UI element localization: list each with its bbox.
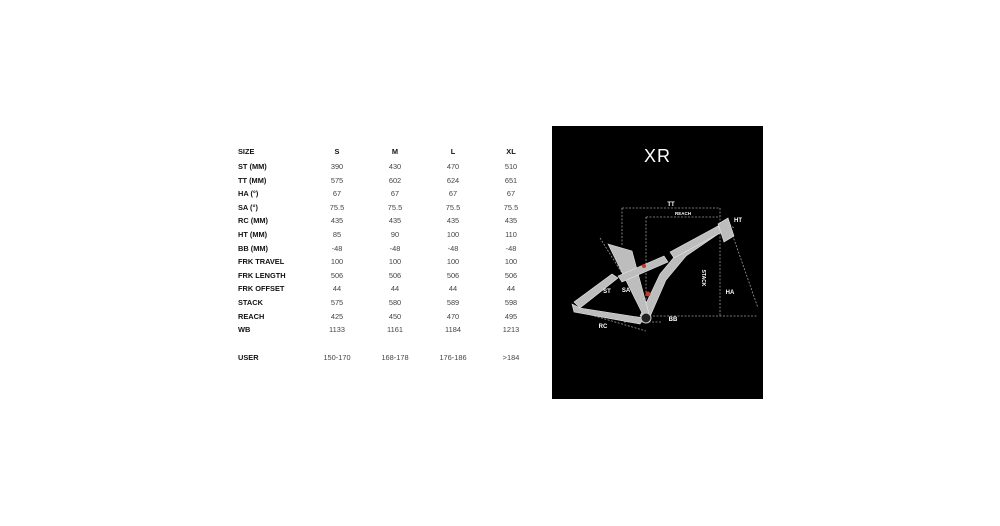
row-value: 75.5 (387, 202, 403, 212)
seat-stay (574, 274, 618, 308)
row-value: 506 (446, 270, 460, 280)
frame-geometry-diagram (552, 126, 763, 399)
table-row (232, 160, 540, 174)
row-value: 602 (388, 175, 402, 185)
row-value: 575 (330, 297, 344, 307)
row-value: 450 (388, 311, 402, 321)
geometry-table (232, 144, 540, 365)
row-value: 100 (388, 257, 402, 267)
row-value: 44 (390, 284, 400, 294)
row-value: 435 (388, 216, 402, 226)
row-value: 506 (330, 270, 344, 280)
head-tube (718, 218, 734, 242)
row-value: 598 (504, 297, 518, 307)
table-spacer-row (232, 337, 540, 351)
row-label: RC (MM) (238, 216, 268, 226)
row-value: 1161 (387, 325, 403, 335)
table-row (232, 187, 540, 201)
user-row (232, 351, 540, 365)
row-value: 510 (504, 162, 518, 171)
row-value: 495 (504, 311, 518, 321)
tt-label: TT (667, 202, 675, 208)
row-value: 67 (506, 189, 516, 199)
row-value: 1133 (329, 325, 345, 335)
row-value: 430 (388, 162, 402, 171)
row-value: 435 (446, 216, 460, 226)
ht-label: HT (734, 218, 742, 224)
table-row (232, 174, 540, 188)
table-row (232, 214, 540, 228)
size-s-header: S (334, 147, 340, 157)
row-value: 67 (448, 189, 458, 199)
row-value: 100 (446, 229, 460, 239)
row-label: TT (MM) (238, 175, 267, 185)
ha-label: HA (725, 290, 735, 296)
row-value: 44 (332, 284, 342, 294)
row-value: 176-186 (439, 352, 467, 362)
row-value: 67 (332, 189, 342, 199)
frame-tubes (572, 218, 734, 324)
row-label: REACH (238, 311, 265, 321)
row-value: 44 (506, 284, 516, 294)
row-value: 470 (446, 162, 460, 171)
row-label: WB (238, 325, 251, 335)
top-tube (670, 226, 722, 258)
frame-drawing (552, 126, 763, 399)
st-label: ST (603, 289, 611, 295)
row-value: 168-178 (381, 352, 409, 362)
row-label: USER (238, 352, 259, 362)
row-value: 1213 (502, 325, 520, 335)
row-value: 470 (446, 311, 460, 321)
shock-accent (642, 264, 646, 268)
table-row (232, 269, 540, 283)
size-m-header: M (391, 147, 399, 157)
row-value: 435 (330, 216, 344, 226)
row-value: 435 (504, 216, 518, 226)
bottom-bracket (641, 313, 651, 323)
row-value: 589 (446, 297, 460, 307)
row-value: -48 (447, 243, 459, 253)
table-row (232, 242, 540, 256)
row-value: 100 (446, 257, 460, 267)
table-row (232, 282, 540, 296)
row-value: 67 (390, 189, 400, 199)
reach-label: REACH (674, 211, 692, 216)
chain-stay (572, 304, 644, 324)
row-value: 44 (448, 284, 458, 294)
row-label: FRK LENGTH (238, 270, 286, 280)
row-label: STACK (238, 297, 263, 307)
row-value: 425 (330, 311, 344, 321)
table-row (232, 255, 540, 269)
row-label: HT (MM) (238, 229, 268, 239)
row-label: ST (MM) (238, 162, 267, 171)
row-value: 75.5 (329, 202, 345, 212)
spacer-cell (232, 337, 540, 351)
row-label: FRK TRAVEL (238, 257, 285, 267)
row-value: 624 (446, 175, 460, 185)
row-value: 390 (330, 162, 344, 171)
row-value: 506 (388, 270, 402, 280)
row-label: HA (°) (238, 189, 259, 199)
row-value: 575 (330, 175, 344, 185)
table-row (232, 201, 540, 215)
sa-label: SA (621, 288, 631, 294)
row-label: BB (MM) (238, 243, 268, 253)
rc-label: RC (598, 324, 608, 330)
table-header-row (232, 144, 540, 160)
row-value: 85 (332, 229, 342, 239)
model-title: XR (643, 146, 671, 166)
size-xl-header: XL (506, 147, 516, 157)
row-label: SA (°) (238, 202, 258, 212)
row-value: 75.5 (445, 202, 461, 212)
table-row (232, 310, 540, 324)
row-label: FRK OFFSET (238, 284, 285, 294)
stack-label: STACK (700, 269, 706, 287)
row-value: 100 (330, 257, 344, 267)
row-value: 150-170 (323, 352, 351, 362)
row-value: 90 (390, 229, 400, 239)
row-value: -48 (505, 243, 517, 253)
row-value: 110 (505, 229, 517, 239)
row-value: 1184 (445, 325, 461, 335)
table-row (232, 296, 540, 310)
size-l-header: L (450, 147, 456, 157)
row-value: 506 (504, 270, 518, 280)
table-row (232, 323, 540, 337)
row-value: 100 (504, 257, 518, 267)
down-tube (640, 226, 724, 319)
size-header: SIZE (238, 147, 255, 157)
pivot-accent (646, 292, 651, 297)
row-value: -48 (331, 243, 343, 253)
row-value: -48 (389, 243, 401, 253)
row-value: 651 (504, 175, 518, 185)
row-value: 75.5 (503, 202, 519, 212)
bb-label: BB (668, 317, 678, 323)
row-value: 580 (388, 297, 402, 307)
row-value: >184 (502, 352, 520, 362)
table-row (232, 228, 540, 242)
